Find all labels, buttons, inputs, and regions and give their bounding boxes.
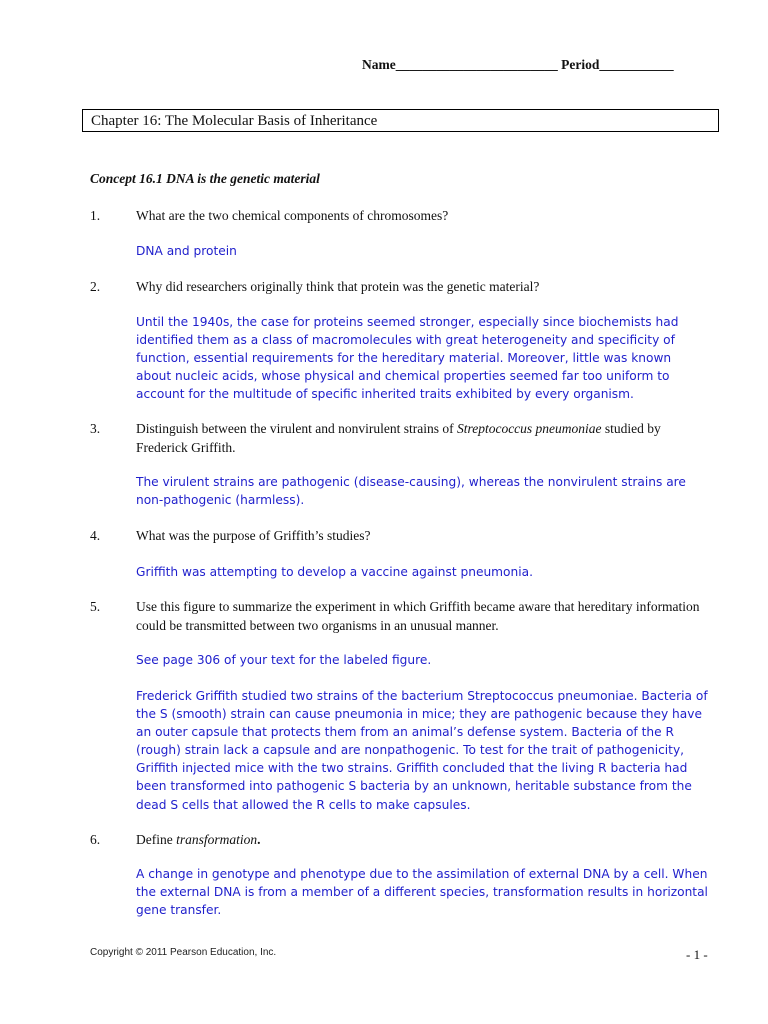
question-text: Distinguish between the virulent and nonvirulent strains of Streptococcus pneumoniae studied by Frederick Griffith.: [136, 421, 661, 455]
question-number: 6.: [90, 832, 101, 847]
question-text: Why did researchers originally think that protein was the genetic material?: [136, 279, 540, 294]
page-number: - 1 -: [686, 947, 708, 962]
question-number: 4.: [90, 528, 101, 543]
answer-1: DNA and protein: [136, 244, 237, 258]
copyright-footer: Copyright © 2011 Pearson Education, Inc.: [90, 947, 277, 958]
concept-heading: Concept 16.1 DNA is the genetic material: [90, 171, 320, 186]
question-number: 3.: [90, 421, 101, 436]
question-text: What are the two chemical components of chromosomes?: [136, 208, 449, 223]
chapter-title: Chapter 16: The Molecular Basis of Inheritance: [91, 113, 378, 129]
answer-5b: Frederick Griffith studied two strains of the bacterium Streptococcus pneumoniae. Bacteria of the S (smooth) strain can cause pneumonia in mice; they are pathogenic because they have an outer capsule that protects them from an animal’s defense system. Bacteria of the R (rough) strain lack a capsule and are nonpathogenic. To test for the trait of pathogenicity, Griffith injected mice with the two strains. Griffith concluded that the living R bacteria had been transformed into pathogenic S bacteria by an unknown, heritable substance from the dead S cells that allowed the R cells to make capsules.: [136, 689, 708, 812]
name-period-line: [362, 57, 674, 73]
question-text: Define transformation.: [136, 832, 261, 847]
question-number: 1.: [90, 208, 101, 223]
question-number: 2.: [90, 279, 101, 294]
period-field-label: Period___________: [561, 57, 674, 72]
answer-3: The virulent strains are pathogenic (disease-causing), whereas the nonvirulent strains are non-pathogenic (harmless).: [136, 475, 686, 508]
name-field-label: Name________________________: [362, 57, 558, 72]
answer-5a: See page 306 of your text for the labeled figure.: [136, 653, 432, 667]
question-number: 5.: [90, 599, 101, 614]
answer-4: Griffith was attempting to develop a vaccine against pneumonia.: [136, 565, 533, 579]
species-name: Streptococcus pneumoniae: [456, 421, 602, 436]
term: transformation: [176, 832, 258, 847]
answer-2: Until the 1940s, the case for proteins seemed stronger, especially since biochemists had identified them as a class of macromolecules with great heterogeneity and specificity of function, essential requirements for the hereditary material. Moreover, little was known about nucleic acids, whose physical and chemical properties seemed far too uniform to account for the multitude of specific inherited traits exhibited by every organism.: [136, 315, 679, 402]
answer-6: A change in genotype and phenotype due to the assimilation of external DNA by a cell. When the external DNA is from a member of a different species, transformation results in horizontal gene transfer.: [136, 867, 708, 918]
chapter-title-box: [82, 109, 719, 132]
question-text: What was the purpose of Griffith’s studies?: [136, 528, 371, 543]
question-text: Use this figure to summarize the experiment in which Griffith became aware that hereditary information could be transmitted between two organisms in an unusual manner.: [136, 599, 700, 633]
